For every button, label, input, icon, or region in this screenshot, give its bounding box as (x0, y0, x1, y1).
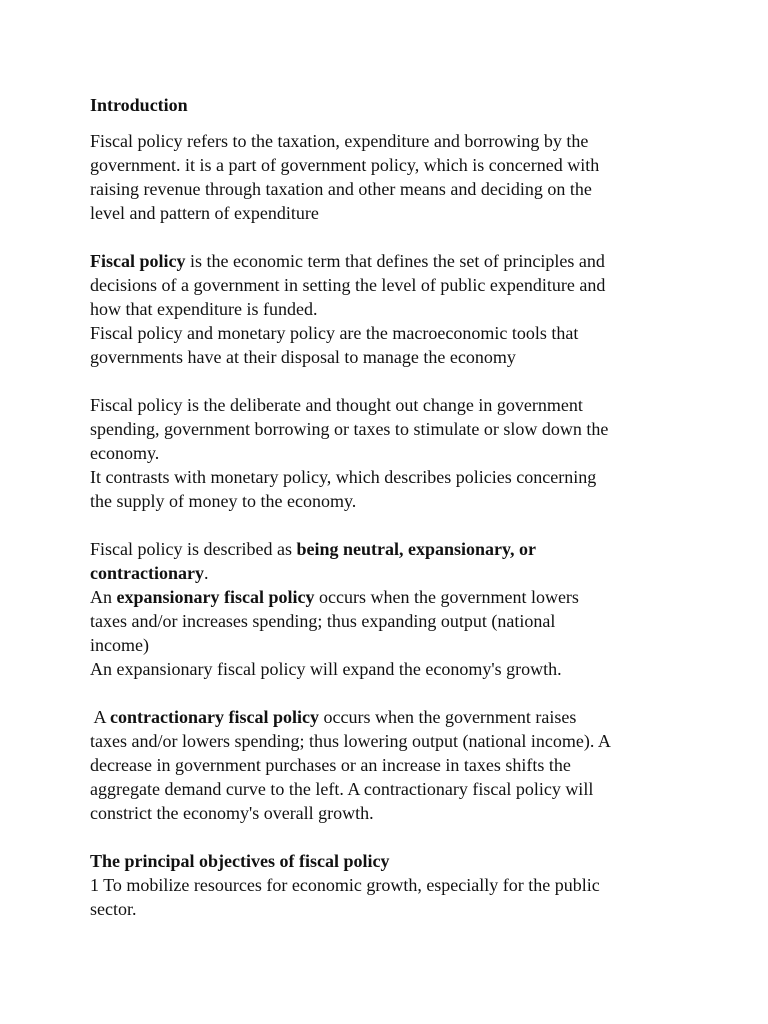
paragraph-deliberate-change: Fiscal policy is the deliberate and thought out change in government spending, government borrowing or taxes to stimulate or slow down the economy. It contrasts with monetary policy, which describes policies concerning the supply of money to the economy. (90, 395, 609, 511)
objectives-heading: The principal objectives of fiscal policy (90, 851, 390, 871)
paragraph-definition: Fiscal policy refers to the taxation, expenditure and borrowing by the government. it is a part of government policy, which is concerned with raising revenue through taxation and other means and deciding on the level and pattern of expenditure (90, 131, 600, 223)
document-page (90, 93, 690, 921)
paragraph-contractionary: A contractionary fiscal policy occurs when the government raises taxes and/or lowers spending; thus lowering output (national income). A decrease in government purchases or an increase in taxes shifts the aggregate demand curve to the left. A contractionary fiscal policy will constrict the economy's overall growth. (90, 707, 611, 823)
objectives-section: The principal objectives of fiscal policy 1 To mobilize resources for economic growth, especially for the public sector. (90, 849, 690, 921)
objective-item-1: 1 To mobilize resources for economic growth, especially for the public (90, 875, 600, 895)
paragraph-economic-term: Fiscal policy is the economic term that defines the set of principles and decisions of a government in setting the level of public expenditure and how that expenditure is funded. Fiscal policy and monetary policy are the macroeconomic tools that governments have at their disposal to manage the economy (90, 251, 606, 367)
intro-heading: Introduction (90, 95, 188, 115)
paragraph-expansionary: Fiscal policy is described as being neutral, expansionary, or contractionary. An expansionary fiscal policy occurs when the government lowers taxes and/or increases spending; thus expanding output (national income) An expansionary fiscal policy will expand the economy's growth. (90, 539, 579, 679)
